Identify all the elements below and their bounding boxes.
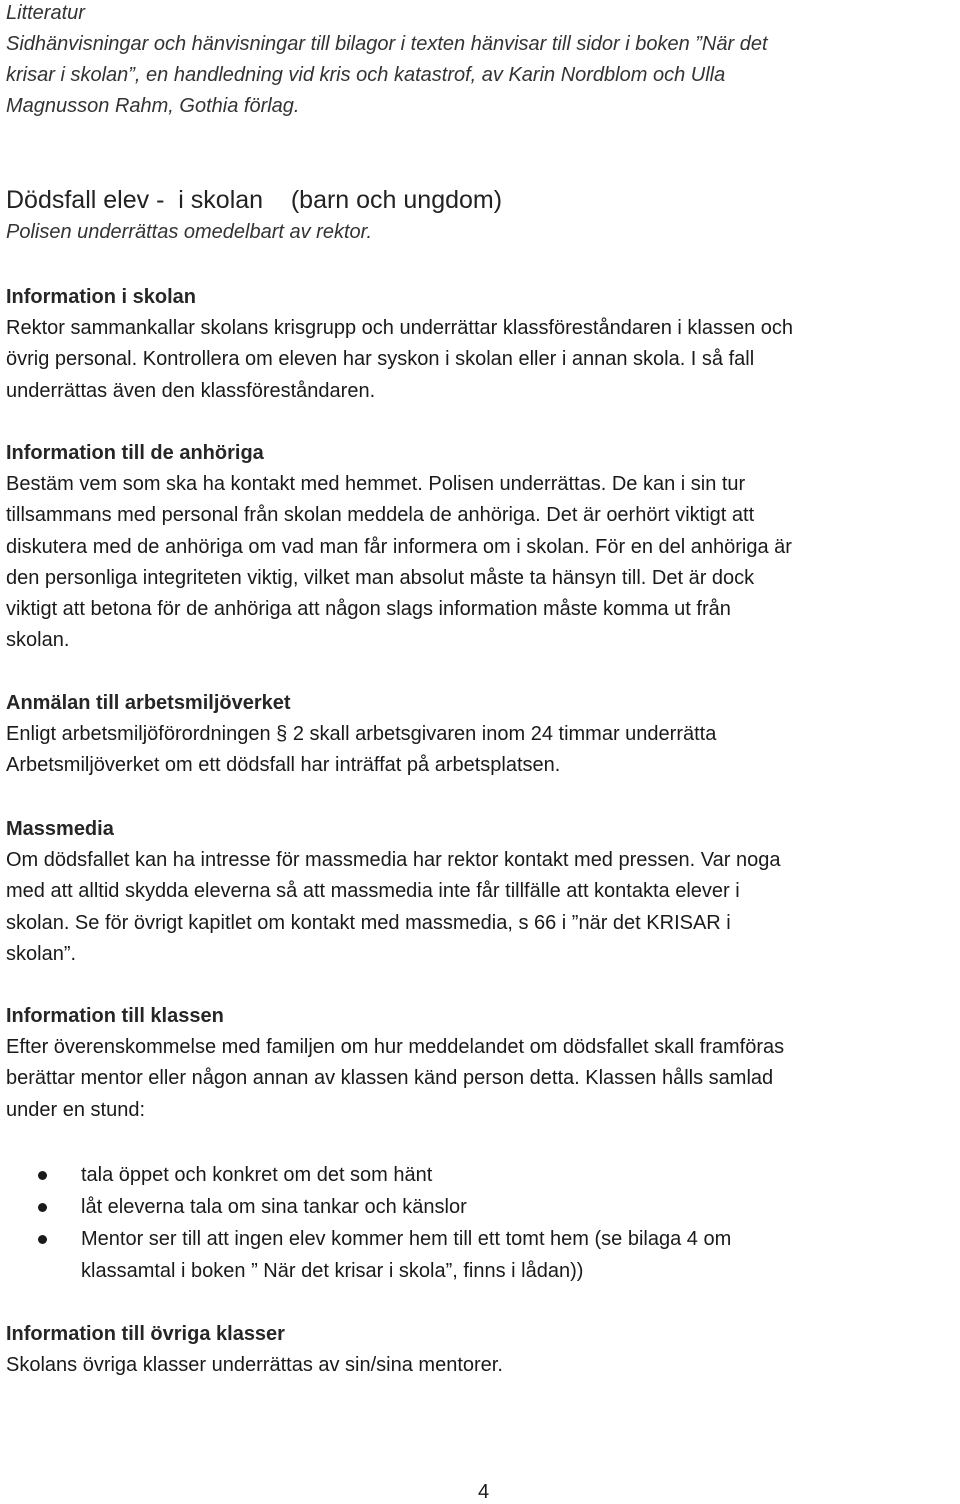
literature-line: krisar i skolan”, en handledning vid kris och katastrof, av Karin Nordblom och Ulla (6, 64, 726, 86)
section-heading: Anmälan till arbetsmiljöverket (6, 692, 291, 714)
section-heading: Information till övriga klasser (6, 1323, 285, 1345)
page-title: Dödsfall elev - i skolan (barn och ungdom) (6, 186, 503, 214)
section-line: skolan”. (6, 942, 77, 965)
bullet-icon (38, 1171, 47, 1180)
section-line: med att alltid skydda eleverna så att massmedia inte får tillfälle att kontakta elever i (6, 880, 740, 903)
section-line: Arbetsmiljöverket om ett dödsfall har inträffat på arbetsplatsen. (6, 754, 561, 777)
literature-line: Magnusson Rahm, Gothia förlag. (6, 95, 300, 117)
section-line: Om dödsfallet kan ha intresse för massmedia har rektor kontakt med pressen. Var noga (6, 849, 781, 871)
page-number: 4 (478, 1481, 490, 1503)
title-block (6, 183, 958, 248)
section-line: Efter överenskommelse med familjen om hur meddelandet om dödsfallet skall framföras (6, 1036, 785, 1058)
section-line: berättar mentor eller någon annan av klassen känd person detta. Klassen hålls samlad (6, 1067, 774, 1090)
section-line: viktigt att betona för de anhöriga att någon slags information måste komma ut från (6, 598, 731, 621)
section-information-i-skolan (6, 282, 958, 407)
section-line: den personliga integriteten viktig, vilket man absolut måste ta hänsyn till. Det är dock (6, 566, 755, 589)
section-line: tillsammans med personal från skolan meddela de anhöriga. Det är oerhört viktigt att (6, 504, 755, 527)
list-item: Mentor ser till att ingen elev kommer hem till ett tomt hem (se bilaga 4 om klassamtal i boken ” När det krisar i skola”, finns i lådan)) (6, 1223, 731, 1287)
literature-block (6, 0, 958, 122)
section-heading: Information i skolan (6, 286, 197, 308)
section-heading: Information till de anhöriga (6, 442, 264, 464)
section-line: skolan. Se för övrigt kapitlet om kontakt med massmedia, s 66 i ”när det KRISAR i (6, 911, 731, 934)
list-item: låt eleverna tala om sina tankar och känslor (6, 1191, 731, 1223)
page-subtitle: Polisen underrättas omedelbart av rektor. (6, 221, 373, 243)
literature-heading: Litteratur (6, 2, 85, 24)
section-anmalan-arbetsmiljoverket (6, 688, 958, 782)
literature-line: Sidhänvisningar och hänvisningar till bilagor i texten hänvisar till sidor i boken ”När det (6, 33, 768, 55)
section-line: övrig personal. Kontrollera om eleven har syskon i skolan eller i annan skola. I så fall (6, 348, 755, 371)
section-line: Rektor sammankallar skolans krisgrupp och underrättar klassföreståndaren i klassen och (6, 317, 794, 339)
section-line: under en stund: (6, 1098, 145, 1121)
section-line: Enligt arbetsmiljöförordningen § 2 skall arbetsgivaren inom 24 timmar underrätta (6, 723, 717, 745)
section-line: Skolans övriga klasser underrättas av sin/sina mentorer. (6, 1354, 503, 1376)
section-line: skolan. (6, 629, 70, 652)
section-line: underrättas även den klassföreståndaren. (6, 379, 376, 402)
section-information-ovriga-klasser (6, 1319, 958, 1381)
section-line: Bestäm vem som ska ha kontakt med hemmet. Polisen underrättas. De kan i sin tur (6, 473, 746, 495)
section-line: diskutera med de anhöriga om vad man får informera om i skolan. För en del anhöriga är (6, 535, 792, 558)
section-heading: Information till klassen (6, 1005, 224, 1027)
bullet-icon (38, 1203, 47, 1212)
list-item: tala öppet och konkret om det som hänt (6, 1159, 731, 1191)
section-heading: Massmedia (6, 818, 114, 840)
bullet-list (6, 1159, 731, 1287)
section-massmedia (6, 814, 958, 970)
section-information-till-anhoriga (6, 438, 958, 657)
bullet-icon (38, 1235, 47, 1244)
section-information-till-klassen (6, 1001, 958, 1126)
